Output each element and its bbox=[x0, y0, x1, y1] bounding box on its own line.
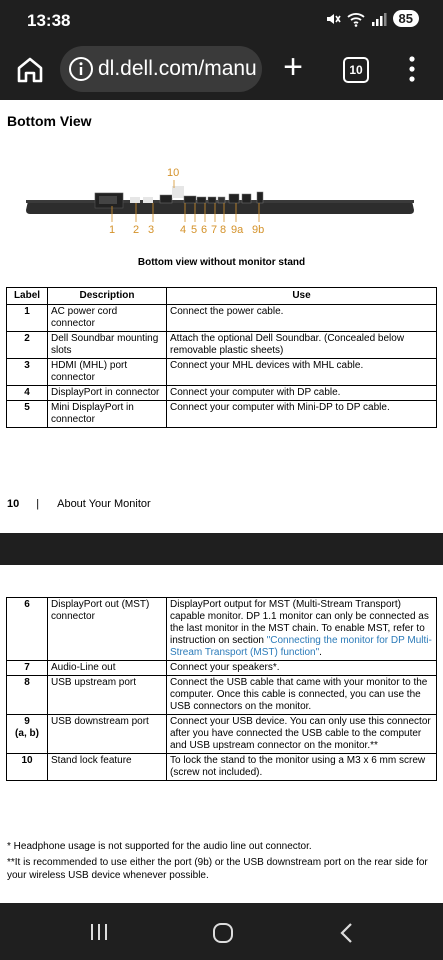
table-header-row bbox=[7, 288, 437, 305]
diagram-label-9a: 9a bbox=[231, 224, 244, 236]
new-tab-button[interactable]: + bbox=[283, 48, 303, 86]
row-description: Mini DisplayPort in connector bbox=[48, 401, 167, 428]
table-row bbox=[7, 359, 437, 386]
row-description: USB upstream port bbox=[48, 676, 167, 715]
row-label: 6 bbox=[7, 598, 48, 661]
row-use: Attach the optional Dell Soundbar. (Concealed below removable plastic sheets) bbox=[167, 332, 437, 359]
row-use: Connect the USB cable that came with your monitor to the computer. Once this cable is connected, you can use the USB connectors on the monitor. bbox=[167, 676, 437, 715]
ports-table-part1 bbox=[6, 287, 437, 428]
status-bar bbox=[0, 0, 443, 40]
ports-table-part2 bbox=[6, 597, 437, 781]
row-use: Connect your computer with Mini-DP to DP cable. bbox=[167, 401, 437, 428]
row-label: 3 bbox=[7, 359, 48, 386]
url-text[interactable]: dl.dell.com/manu bbox=[98, 57, 257, 80]
row-label: 2 bbox=[7, 332, 48, 359]
diagram-label-10: 10 bbox=[167, 167, 180, 179]
diagram-label-2: 2 bbox=[133, 224, 140, 236]
row-description: Dell Soundbar mounting slots bbox=[48, 332, 167, 359]
diagram-label-8: 8 bbox=[220, 224, 227, 236]
signal-icon bbox=[371, 11, 387, 27]
row-description: Stand lock feature bbox=[48, 754, 167, 781]
table-row bbox=[7, 598, 437, 661]
row-description: AC power cord connector bbox=[48, 305, 167, 332]
diagram-label-7: 7 bbox=[211, 224, 218, 236]
row-description: DisplayPort out (MST) connector bbox=[48, 598, 167, 661]
row-label: 7 bbox=[7, 661, 48, 676]
row-use: Connect the power cable. bbox=[167, 305, 437, 332]
row-label: 1 bbox=[7, 305, 48, 332]
document-page-10 bbox=[0, 100, 443, 533]
row-label: 5 bbox=[7, 401, 48, 428]
recent-apps-icon[interactable] bbox=[88, 921, 110, 943]
table-row bbox=[7, 715, 437, 754]
section-title: Bottom View bbox=[7, 113, 92, 129]
system-nav-bar bbox=[0, 903, 443, 960]
figure-caption: Bottom view without monitor stand bbox=[137, 257, 306, 268]
footnote-usb: **It is recommended to use either the port (9b) or the USB downstream port on the rear side for your wireless USB device whenever possible. bbox=[7, 857, 428, 881]
row-description: HDMI (MHL) port connector bbox=[48, 359, 167, 386]
document-page-11 bbox=[0, 565, 443, 903]
info-icon[interactable] bbox=[68, 56, 94, 82]
table-row bbox=[7, 754, 437, 781]
row-use: Connect your MHL devices with MHL cable. bbox=[167, 359, 437, 386]
monitor-bottom-view-diagram bbox=[0, 160, 443, 240]
row-label bbox=[7, 715, 48, 754]
mute-icon bbox=[325, 11, 341, 27]
footnote-headphone: * Headphone usage is not supported for the audio line out connector. bbox=[7, 841, 312, 852]
row-use bbox=[167, 598, 437, 661]
col-header-use: Use bbox=[167, 288, 437, 305]
mst-section-link[interactable]: "Connecting the monitor for DP Multi-Stream Transport (MST) function" bbox=[170, 635, 432, 658]
row-description: Audio-Line out bbox=[48, 661, 167, 676]
tab-switcher-button[interactable]: 10 bbox=[343, 57, 369, 83]
page-footer bbox=[7, 498, 151, 510]
table-row bbox=[7, 332, 437, 359]
row-description: DisplayPort in connector bbox=[48, 386, 167, 401]
diagram-label-9b: 9b bbox=[252, 224, 265, 236]
table-row bbox=[7, 661, 437, 676]
footer-separator: | bbox=[36, 498, 40, 510]
browser-toolbar bbox=[0, 40, 443, 100]
home-icon[interactable] bbox=[14, 54, 46, 86]
more-menu-icon[interactable] bbox=[404, 54, 420, 84]
diagram-label-1: 1 bbox=[109, 224, 116, 236]
diagram-label-3: 3 bbox=[148, 224, 155, 236]
table-row bbox=[7, 305, 437, 332]
row-label-sub: (a, b) bbox=[15, 728, 39, 739]
back-icon[interactable] bbox=[336, 921, 358, 945]
col-header-label: Label bbox=[7, 288, 48, 305]
page-number: 10 bbox=[7, 498, 20, 510]
row-use-text: DisplayPort output for MST (Multi-Stream Transport) capable monitor. DP 1.1 monitor can only be connected as the last monitor in the MST chain. To enable MST, refer to instruction on section bbox=[170, 599, 429, 646]
battery-indicator: 85 bbox=[393, 10, 419, 27]
row-label-number: 9 bbox=[24, 716, 30, 727]
row-use: Connect your computer with DP cable. bbox=[167, 386, 437, 401]
status-icons bbox=[325, 10, 419, 27]
diagram-label-6: 6 bbox=[201, 224, 208, 236]
row-label: 10 bbox=[7, 754, 48, 781]
status-time: 13:38 bbox=[27, 11, 71, 30]
row-use: Connect your speakers*. bbox=[167, 661, 437, 676]
diagram-label-4: 4 bbox=[180, 224, 187, 236]
wifi-icon bbox=[347, 11, 365, 27]
table-row bbox=[7, 676, 437, 715]
row-label: 8 bbox=[7, 676, 48, 715]
url-bar[interactable] bbox=[60, 46, 262, 92]
row-label: 4 bbox=[7, 386, 48, 401]
diagram-label-5: 5 bbox=[191, 224, 198, 236]
table-row bbox=[7, 386, 437, 401]
home-nav-icon[interactable] bbox=[211, 921, 235, 945]
row-use-tail: . bbox=[319, 647, 322, 658]
row-description: USB downstream port bbox=[48, 715, 167, 754]
col-header-description: Description bbox=[48, 288, 167, 305]
row-use: To lock the stand to the monitor using a M3 x 6 mm screw (screw not included). bbox=[167, 754, 437, 781]
chapter-title: About Your Monitor bbox=[57, 498, 151, 510]
row-use: Connect your USB device. You can only use this connector after you have connected the USB cable to the computer and USB upstream connector on the monitor.** bbox=[167, 715, 437, 754]
table-row bbox=[7, 401, 437, 428]
